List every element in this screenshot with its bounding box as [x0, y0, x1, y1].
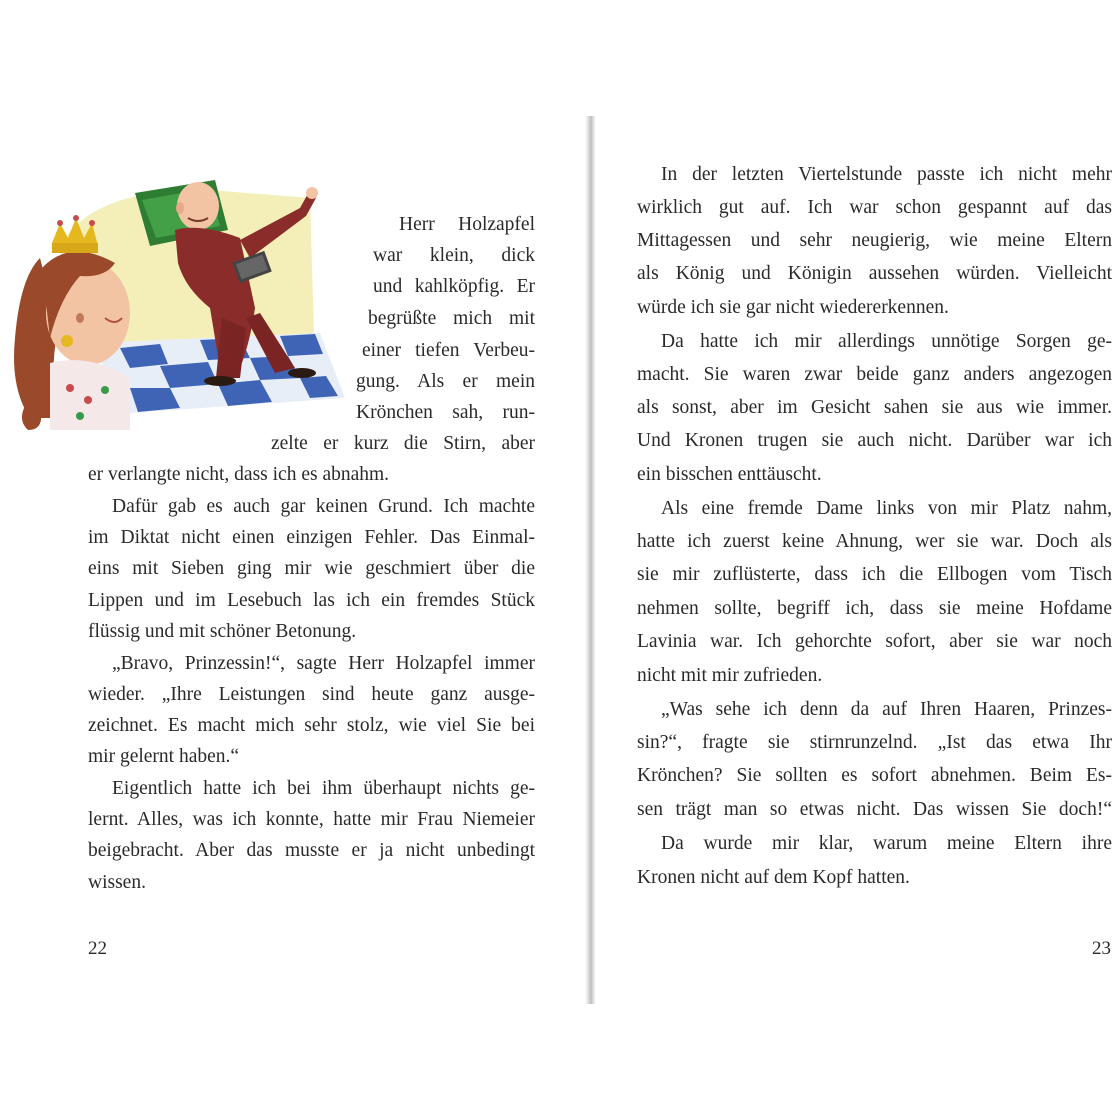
- crown-icon: [52, 215, 98, 253]
- text-line: mir gelernt haben.“: [88, 746, 240, 767]
- text-line: wirklich gut auf. Ich war schon gespannt auf das: [637, 197, 1112, 218]
- text-line: Eigentlich hatte ich bei ihm überhaupt nichts ge-: [112, 778, 535, 799]
- text-line: beigebracht. Aber das musste er ja nicht unbedingt: [88, 840, 535, 861]
- right-page: [596, 0, 1120, 1120]
- text-line: war klein, dick: [373, 245, 535, 266]
- text-line: wissen.: [88, 872, 146, 893]
- text-line: eins mit Sieben ging mir wie geschmiert über die: [88, 558, 535, 579]
- text-line: zelte er kurz die Stirn, aber: [271, 433, 535, 454]
- text-line: „Was sehe ich denn da auf Ihren Haaren, Prinzes-: [661, 699, 1112, 720]
- text-line: zeichnet. Es macht mich sehr stolz, wie viel Sie bei: [88, 715, 535, 736]
- text-line: Als eine fremde Dame links von mir Platz nahm,: [661, 498, 1112, 519]
- text-line: sie mir zuflüsterte, dass ich die Ellbogen vom Tisch: [637, 564, 1112, 585]
- text-line: Kronen nicht auf dem Kopf hatten.: [637, 867, 910, 888]
- text-line: Lavinia war. Ich gehorchte sofort, aber sie war noch: [637, 631, 1112, 652]
- text-line: einer tiefen Verbeu-: [362, 340, 535, 361]
- text-line: Krönchen? Sie sollten es sofort abnehmen. Beim Es-: [637, 765, 1112, 786]
- text-line: ein bisschen enttäuscht.: [637, 464, 822, 485]
- text-line: Dafür gab es auch gar keinen Grund. Ich machte: [112, 496, 535, 517]
- text-line: In der letzten Viertelstunde passte ich nicht mehr: [661, 164, 1112, 185]
- text-line: flüssig und mit schöner Betonung.: [88, 621, 357, 642]
- page-number-right: 23: [1092, 938, 1111, 959]
- text-line: Mittagessen und sehr neugierig, wie meine Eltern: [637, 230, 1112, 251]
- text-line: nicht mit mir zufrieden.: [637, 665, 823, 686]
- text-line: Da wurde mir klar, warum meine Eltern ihre: [661, 833, 1112, 854]
- page-number-left: 22: [88, 938, 107, 959]
- text-line: begrüßte mich mit: [368, 308, 535, 329]
- text-line: Da hatte ich mir allerdings unnötige Sorgen ge-: [661, 331, 1112, 352]
- text-line: Und Kronen trugen sie auch nicht. Darüber war ich: [637, 430, 1112, 451]
- book-gutter: [585, 116, 596, 1004]
- text-line: lernt. Alles, was ich konnte, hatte mir Frau Niemeier: [88, 809, 535, 830]
- text-line: nehmen sollte, begriff ich, dass sie meine Hofdame: [637, 598, 1112, 619]
- text-line: macht. Sie waren zwar beide ganz anders angezogen: [637, 364, 1112, 385]
- text-line: wieder. „Ihre Leistungen sind heute ganz ausge-: [88, 684, 535, 705]
- text-line: gung. Als er mein: [356, 371, 535, 392]
- text-line: im Diktat nicht einen einzigen Fehler. Das Einmal-: [88, 527, 535, 548]
- text-line: als sonst, aber im Gesicht sahen sie aus wie immer.: [637, 397, 1112, 418]
- text-line: und kahlköpfig. Er: [373, 276, 535, 297]
- princess-and-teacher-illustration: [10, 168, 370, 438]
- text-line: er verlangte nicht, dass ich es abnahm.: [88, 464, 390, 485]
- text-line: als König und Königin aussehen würden. Vielleicht: [637, 263, 1112, 284]
- text-line: sin?“, fragte sie stirnrunzelnd. „Ist das etwa Ihr: [637, 732, 1112, 753]
- text-line: Herr Holzapfel: [399, 214, 535, 235]
- text-line: würde ich sie gar nicht wiedererkennen.: [637, 297, 949, 318]
- text-line: Lippen und im Lesebuch las ich ein fremdes Stück: [88, 590, 535, 611]
- text-line: „Bravo, Prinzessin!“, sagte Herr Holzapfel immer: [112, 653, 535, 674]
- text-line: sen trägt man so etwas nicht. Das wissen Sie doch!“: [637, 799, 1112, 820]
- text-line: Krönchen sah, run-: [356, 402, 535, 423]
- text-line: hatte ich zuerst keine Ahnung, wer sie war. Doch als: [637, 531, 1112, 552]
